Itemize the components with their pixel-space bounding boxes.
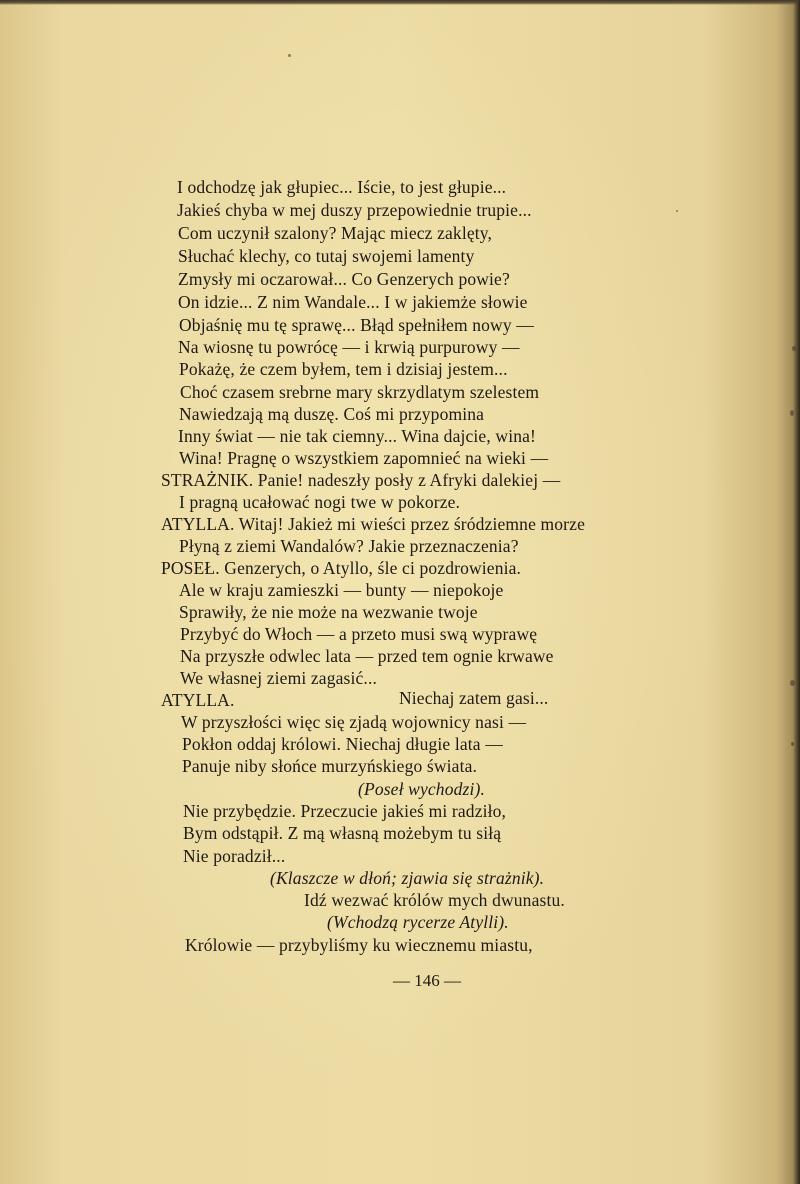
verse-line-text: Na wiosnę tu powrócę — i krwią purpurowy — xyxy=(178,337,520,357)
verse-line-text: Przybyć do Włoch — a przeto musi swą wyprawę xyxy=(180,624,538,644)
verse-line-text: Słuchać klechy, co tutaj swojemi lamenty xyxy=(178,246,475,266)
stage-direction-text: (Klaszcze w dłoń; zjawia się strażnik). xyxy=(270,868,545,888)
verse-line-text: Nie poradził... xyxy=(183,846,286,866)
verse-line xyxy=(178,336,520,358)
verse-line xyxy=(185,934,533,956)
verse-line-text: Ale w kraju zamieszki — bunty — niepokoje xyxy=(179,580,504,600)
verse-line xyxy=(304,889,565,911)
verse-line xyxy=(177,199,532,221)
stage-direction xyxy=(358,778,485,800)
verse-line-text: Genzerych, o Atyllo, śle ci pozdrowienia. xyxy=(219,558,522,578)
verse-line-text: Jakieś chyba w mej duszy przepowiednie trupie... xyxy=(177,200,532,220)
verse-line xyxy=(179,314,534,336)
verse-line xyxy=(180,381,539,403)
verse-line-text: Płyną z ziemi Wandalów? Jakie przeznaczenia? xyxy=(179,536,519,556)
verse-line-text: I odchodzę jak głupiec... Iście, to jest głupie... xyxy=(177,177,507,197)
verse-line xyxy=(183,845,285,867)
verse-line-text: Niechaj zatem gasi... xyxy=(399,688,549,708)
verse-line xyxy=(181,711,526,733)
verse-line-text: Wina! Pragnę o wszystkiem zapomnieć na wieki — xyxy=(179,448,549,468)
verse-line xyxy=(179,535,519,557)
verse-line xyxy=(178,245,474,267)
verse-line xyxy=(161,513,585,535)
stage-direction xyxy=(270,867,544,889)
speaker-name: ATYLLA. xyxy=(161,514,235,534)
page-number: — 146 — xyxy=(393,971,461,990)
verse-line-text: Inny świat — nie tak ciemny... Wina dajcie, wina! xyxy=(178,426,536,446)
verse-line-text: Pokłon oddaj królowi. Niechaj długie lata — xyxy=(182,734,503,754)
verse-line xyxy=(182,755,477,777)
verse-line xyxy=(178,222,492,244)
verse-line-text: W przyszłości więc się zjadą wojownicy nasi — xyxy=(181,712,527,732)
speaker-name: ATYLLA. xyxy=(161,690,235,710)
stage-direction-text: (Wchodzą rycerze Atylli). xyxy=(327,912,509,932)
verse-line xyxy=(183,822,501,844)
verse-line xyxy=(161,469,560,491)
stage-direction-text: (Poseł wychodzi). xyxy=(358,779,485,799)
verse-line xyxy=(178,291,528,313)
verse-line xyxy=(178,268,510,290)
verse-line-text: We własnej ziemi zagasić... xyxy=(180,668,378,688)
speaker-name: POSEŁ. xyxy=(161,558,220,578)
stage-direction xyxy=(327,911,509,933)
verse-line xyxy=(399,687,548,709)
verse-line xyxy=(183,800,506,822)
verse-line-text: Panuje niby słońce murzyńskiego świata. xyxy=(182,756,478,776)
verse-line-text: Witaj! Jakież mi wieści przez śródziemne morze xyxy=(234,514,585,534)
verse-line xyxy=(180,667,377,689)
verse-line xyxy=(180,623,537,645)
verse-line-text: Królowie — przybyliśmy ku wiecznemu miastu, xyxy=(185,935,533,955)
verse-line-text: Bym odstąpił. Z mą własną możebym tu siłą xyxy=(183,823,502,843)
verse-line-text: Com uczynił szalony? Mając miecz zaklęty, xyxy=(178,223,493,243)
verse-line-text: Nie przybędzie. Przeczucie jakieś mi radziło, xyxy=(183,801,507,821)
verse-line xyxy=(179,601,478,623)
verse-line xyxy=(161,689,234,711)
verse-line xyxy=(179,403,484,425)
verse-line xyxy=(182,733,503,755)
verse-line-text: Sprawiły, że nie może na wezwanie twoje xyxy=(179,602,478,622)
verse-line-text: Nawiedzają mą duszę. Coś mi przypomina xyxy=(179,404,485,424)
verse-line-text: Idź wezwać królów mych dwunastu. xyxy=(304,890,565,910)
verse-line-text: Zmysły mi oczarował... Co Genzerych powie? xyxy=(178,269,510,289)
verse-line xyxy=(178,425,536,447)
verse-line-text: Na przyszłe odwlec lata — przed tem ognie krwawe xyxy=(180,646,554,666)
verse-line-text: On idzie... Z nim Wandale... I w jakiemże słowie xyxy=(178,292,528,312)
verse-line-text: Choć czasem srebrne mary skrzydlatym szelestem xyxy=(180,382,540,402)
verse-line xyxy=(179,358,508,380)
verse-line-text: I pragną ucałować nogi twe w pokorze. xyxy=(179,492,461,512)
verse-line xyxy=(180,645,554,667)
verse-line-text: Pokażę, że czem byłem, tem i dzisiaj jestem... xyxy=(179,359,508,379)
speaker-name: STRAŻNIK. xyxy=(161,470,254,490)
verse-line-text: Panie! nadeszły posły z Afryki dalekiej — xyxy=(253,470,561,490)
verse-line xyxy=(177,176,506,198)
verse-line xyxy=(179,447,548,469)
verse-line xyxy=(161,557,521,579)
verse-line-text: Objaśnię mu tę sprawę... Błąd spełniłem nowy — xyxy=(179,315,534,335)
verse-line xyxy=(179,579,503,601)
verse-line xyxy=(179,491,460,513)
